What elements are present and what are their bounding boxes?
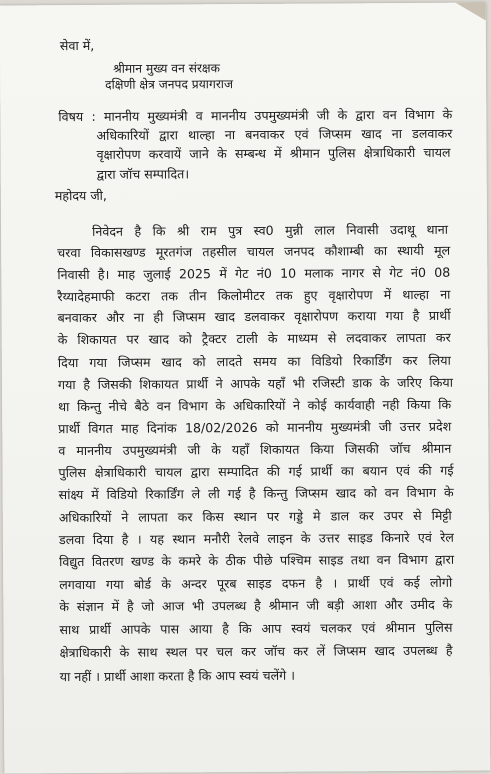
body-line: निवासी है। माह जुलाई 2025 में गेट नं0 10 मलाक नागर से गेट नं0 08: [57, 264, 451, 283]
subject-line: अधिकारियों द्वारा थाल्हा ना बनवाकर एवं जिप्सम खाद ना डलवाकर: [96, 125, 453, 143]
body-line: प्रार्थी विगत माह दिनांक 18/02/2026 को माननीय मुख्यमंत्री जी उत्तर प्रदेश: [58, 418, 452, 437]
paper-fold: [456, 3, 486, 21]
subject-line: विषय : माननीय मुख्यमंत्री व माननीय उपमुख्यमंत्री जी के द्वारा वन विभाग के: [58, 106, 453, 125]
body-line: सांक्ष्य में विडियो रिकार्डिंग ले ली गई है किन्तु जिप्सम खाद को वन विभाग के: [58, 484, 454, 503]
body-line: गया है जिसकी शिकायत प्रार्थी ने आपके यहाँ भी रजिस्टी डाक के जरिए किया: [57, 374, 454, 393]
recipient-region: दक्षिणी क्षेत्र जनपद प्रयागराज: [105, 77, 234, 92]
body-line: निवेदन है कि श्री राम पुत्र स्व0 मुन्नी लाल निवासी उदाथू थाना: [91, 221, 449, 239]
greeting: महोदय जी,: [54, 187, 107, 204]
body-line: साथ प्रार्थी आपके पास आया है कि आप स्वयं चलकर एवं श्रीमान पुलिस: [59, 619, 453, 638]
body-line: के शिकायत पर खाद को ट्रैक्टर टाली के माध्यम से लदवाकर लापता कर: [57, 329, 451, 348]
body-line: डलवा दिया है । यह स्थान मनौरी रेलवे लाइन के उत्तर साइड किनारे एवं रेल: [58, 529, 454, 548]
body-line: विद्युत वितरण खण्ड के कमरे के ठीक पीछे पश्चिम साइड तथा वन विभाग द्वारा: [59, 551, 455, 570]
body-line: क्षेत्राधिकारी के साथ स्थल पर चल कर जॉच कर लें जिप्सम खाद उपलब्ध है: [59, 642, 453, 661]
body-line: के संज्ञान में है जो आज भी उपलब्ध है श्रीमान जी बड़ी आशा और उमीद के: [59, 596, 453, 615]
subject-line: द्वारा जॉच सम्पादित।: [96, 166, 190, 182]
recipient-title: श्रीमान मुख्य वन संरक्षक: [113, 61, 221, 76]
salutation-to: सेवा में,: [59, 37, 95, 54]
body-line: अधिकारियों ने लापता कर किस स्थान पर गड्डे मे डाल कर उपर से मिट्टी: [58, 507, 452, 526]
body-line: व माननीय उपमुख्यमंत्री जी के यहाँ शिकायत किया जिसकी जॉच श्रीमान: [58, 440, 452, 459]
letter-paper: [0, 3, 490, 774]
body-line: बनवाकर और ना ही जिप्सम खाद डलवाकर वृक्षारोपण कराया गया है प्रार्थी: [57, 307, 451, 326]
body-line: था किन्तु नीचे बैठे वन विभाग के अधिकारियों ने कोई कार्यवाही नही किया कि: [58, 396, 452, 415]
body-line: पुलिस क्षेत्राधिकारी चायल द्वारा सम्पादित की गई प्रार्थी का बयान एवं की गई: [58, 462, 454, 481]
body-line: दिया गया जिप्सम खाद को लादते समय का विडियो रिकार्डिंग कर लिया: [57, 352, 451, 371]
body-line: या नहीं । प्रार्थी आशा करता है कि आप स्वयं चलेंगे ।: [59, 667, 296, 685]
subject-line: वृक्षारोपण करवायें जाने के सम्बन्ध में श्रीमान पुलिस क्षेत्राधिकारी चायल: [96, 144, 451, 162]
body-line: रैय्यादेहमाफी कटरा तक तीन किलोमीटर तक हुए वृक्षारोपण में थाल्हा ना: [57, 286, 451, 305]
body-line: लगवाया गया बोर्ड के अन्दर पूरब साइड दफन है । प्रार्थी एवं कई लोगो: [59, 574, 453, 593]
body-line: चरवा विकासखण्ड मूरतगंज तहसील चायल जनपद कौशाम्बी का स्थायी मूल: [57, 242, 451, 261]
